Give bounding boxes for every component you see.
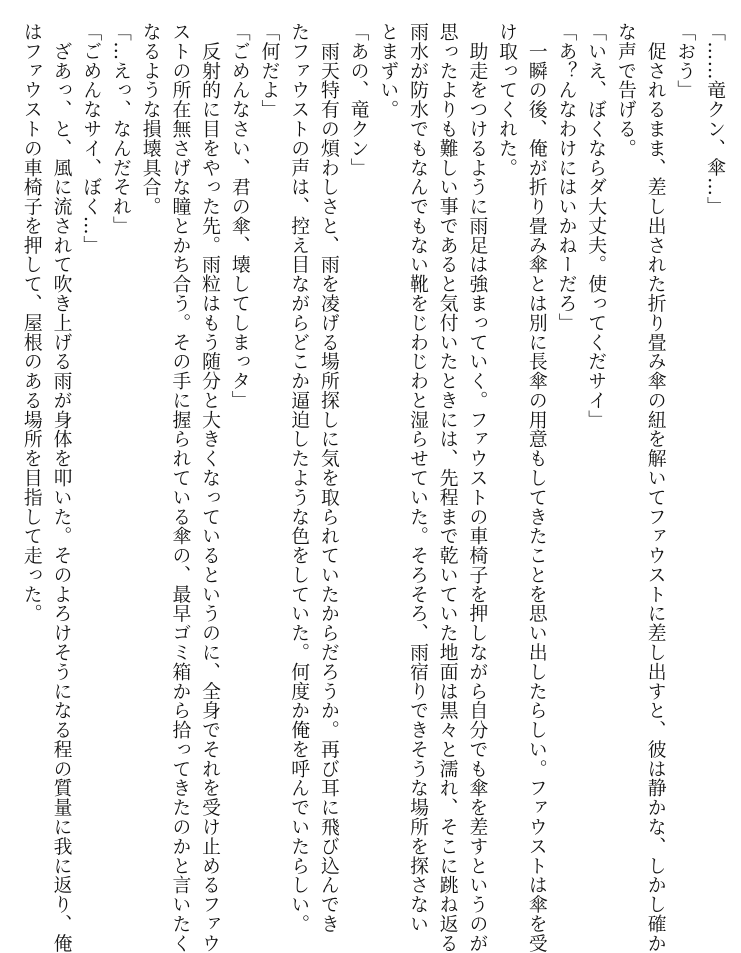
text-line: 「…えっ、なんだそれ」 [109,22,131,236]
text-line: け取ってくれた。 [496,22,518,178]
text-line: 雨天特有の煩わしさと、雨を凌げる場所探しに気を取られていたからだろうか。再び耳に飛び込んでき [317,22,339,934]
text-line: 雨水が防水でもなんでもない靴をじわじわと湿らせていた。そろそろ、雨宿りできそうな場所を探さない [406,22,428,934]
text-line: 「ごめんなさい、君の傘、壊してしまっタ」 [228,22,250,410]
text-line: なるような損壊具合。 [139,22,161,216]
text-line: 助走をつけるように雨足は強まっていく。ファウストの車椅子を押しながら自分でも傘を差すというのが [466,22,488,953]
text-line: ざあっ、と、風に流されて吹き上げる雨が身体を叩いた。そのよろけそうになる程の質量に我に返り、俺 [50,22,72,953]
text-line: 「……竜クン、傘…」 [704,22,725,216]
text-line: 「ごめんなサイ、ぼく…」 [80,22,102,255]
text-line: な声で告げる。 [614,22,636,158]
text-line: はファウストの車椅子を押して、屋根のある場所を目指して走った。 [20,22,42,624]
text-line: 反射的に目をやった先。雨粒はもう随分と大きくなっているというのに、全身でそれを受け止めるファウ [199,22,221,953]
text-line: ストの所在無さげな瞳とかち合う。その手に握られている傘の、最早ゴミ箱から拾ってきたのかと言いたく [169,22,191,953]
text-line: たファウストの声は、控え目ながらどこか逼迫したような色をしていた。何度か俺を呼んでいたらしい。 [288,22,310,934]
text-line: 「あの、竜クン」 [347,22,369,178]
text-line: 一瞬の後、俺が折り畳み傘とは別に長傘の用意もしてきたことを思い出したらしい。ファウストは傘を受 [525,22,547,953]
text-line: 促されるまま、差し出された折り畳み傘の紐を解いてファウストに差し出すと、彼は静かな、しかし確か [644,22,666,953]
text-line: 「おう」 [674,22,696,100]
text-line: 思ったよりも難しい事であると気付いたときには、先程まで乾いていた地面は黒々と濡れ、そこに跳ね返る [436,22,458,953]
text-line: 「何だよ」 [258,22,280,119]
text-line: 「あ？んなわけにはいかねーだろ」 [555,22,577,333]
text-line: 「いえ、ぼくならダ大丈夫。使ってくだサイ」 [585,22,607,430]
vertical-text-body [16,22,729,953]
text-line: とまずい。 [377,22,399,119]
